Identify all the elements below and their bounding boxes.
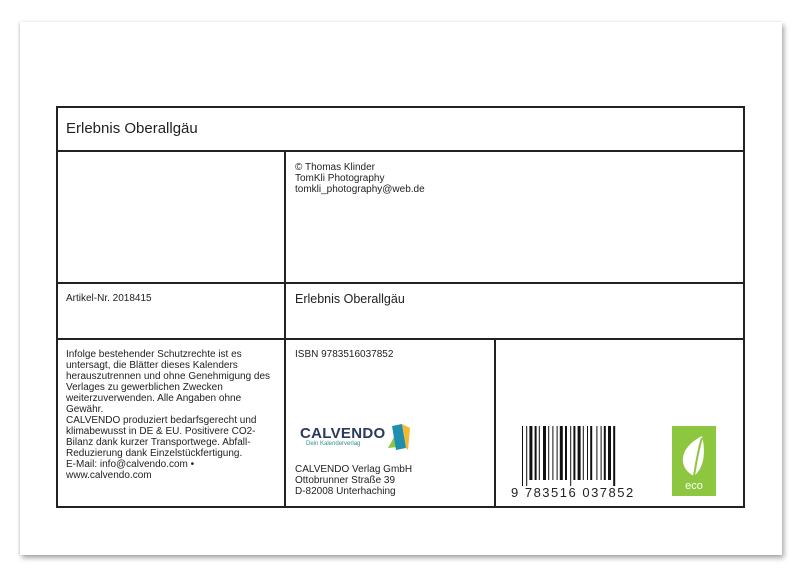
barcode-bar bbox=[590, 426, 592, 480]
barcode-bar bbox=[535, 426, 537, 480]
publisher-street: Ottobrunner Straße 39 bbox=[295, 475, 396, 486]
barcode-bar bbox=[560, 426, 563, 480]
eco-badge bbox=[672, 426, 716, 496]
barcode-bar bbox=[526, 426, 527, 486]
barcode-number: 9 783516 037852 bbox=[511, 485, 635, 500]
isbn: ISBN 9783516037852 bbox=[295, 349, 394, 360]
barcode-bar bbox=[557, 426, 558, 480]
barcode-bar bbox=[548, 426, 549, 480]
barcode-bar bbox=[570, 426, 571, 486]
table-divider bbox=[56, 150, 745, 152]
table-divider bbox=[494, 338, 496, 508]
table-divider bbox=[284, 150, 286, 508]
isbn-barcode bbox=[520, 426, 640, 486]
calvendo-logo bbox=[300, 422, 420, 452]
article-number: Artikel-Nr. 2018415 bbox=[66, 293, 152, 304]
table-divider bbox=[56, 282, 745, 284]
logo-wordmark: CALVENDO bbox=[300, 425, 386, 442]
barcode-bar bbox=[529, 426, 532, 480]
barcode-bar bbox=[583, 426, 584, 480]
barcode-bar bbox=[608, 426, 611, 480]
barcode-bar bbox=[601, 426, 602, 480]
barcode-bar bbox=[604, 426, 606, 480]
barcode-bar bbox=[573, 426, 575, 480]
copyright-line: © Thomas Klinder bbox=[295, 162, 375, 173]
calendar-title-repeat: Erlebnis Oberallgäu bbox=[295, 292, 405, 306]
barcode-bar bbox=[587, 426, 588, 480]
barcode-bar bbox=[565, 426, 567, 480]
calendar-page-icon bbox=[386, 422, 412, 452]
eco-label: eco bbox=[685, 480, 703, 492]
barcode-bar bbox=[596, 426, 597, 480]
publisher-name: CALVENDO Verlag GmbH bbox=[295, 464, 413, 475]
legal-notice: Infolge bestehender Schutzrechte ist es untersagt, die Blätter dieses Kalenders herauszutrennen und ohne Genehmigung des Verlages zu gewerblichen Zwecken weiterzuverwenden. Alle Angaben ohne Gewähr. CALVENDO produziert bedarfsgerecht und klimabewusst in DE & EU. Positivere CO2- Bilanz dank kurzer Transportwege. Abfall- Reduzierung dank Einzelstückfertigung. E-Mail: info@calvendo.com • www.calvendo.com bbox=[66, 349, 271, 481]
publisher-city: D-82008 Unterhaching bbox=[295, 486, 396, 497]
leaf-icon bbox=[672, 430, 716, 480]
barcode-bar bbox=[578, 426, 581, 480]
barcode-bar bbox=[613, 426, 615, 486]
table-divider bbox=[56, 338, 745, 340]
author-email: tomkli_photography@web.de bbox=[295, 184, 425, 195]
studio-name: TomKli Photography bbox=[295, 173, 385, 184]
logo-tagline: Dein Kalenderverlag bbox=[306, 441, 361, 447]
barcode-bar bbox=[543, 426, 546, 480]
calendar-title: Erlebnis Oberallgäu bbox=[66, 120, 198, 137]
barcode-bar bbox=[552, 426, 553, 480]
barcode-bar bbox=[539, 426, 540, 480]
barcode-bar bbox=[522, 426, 523, 486]
